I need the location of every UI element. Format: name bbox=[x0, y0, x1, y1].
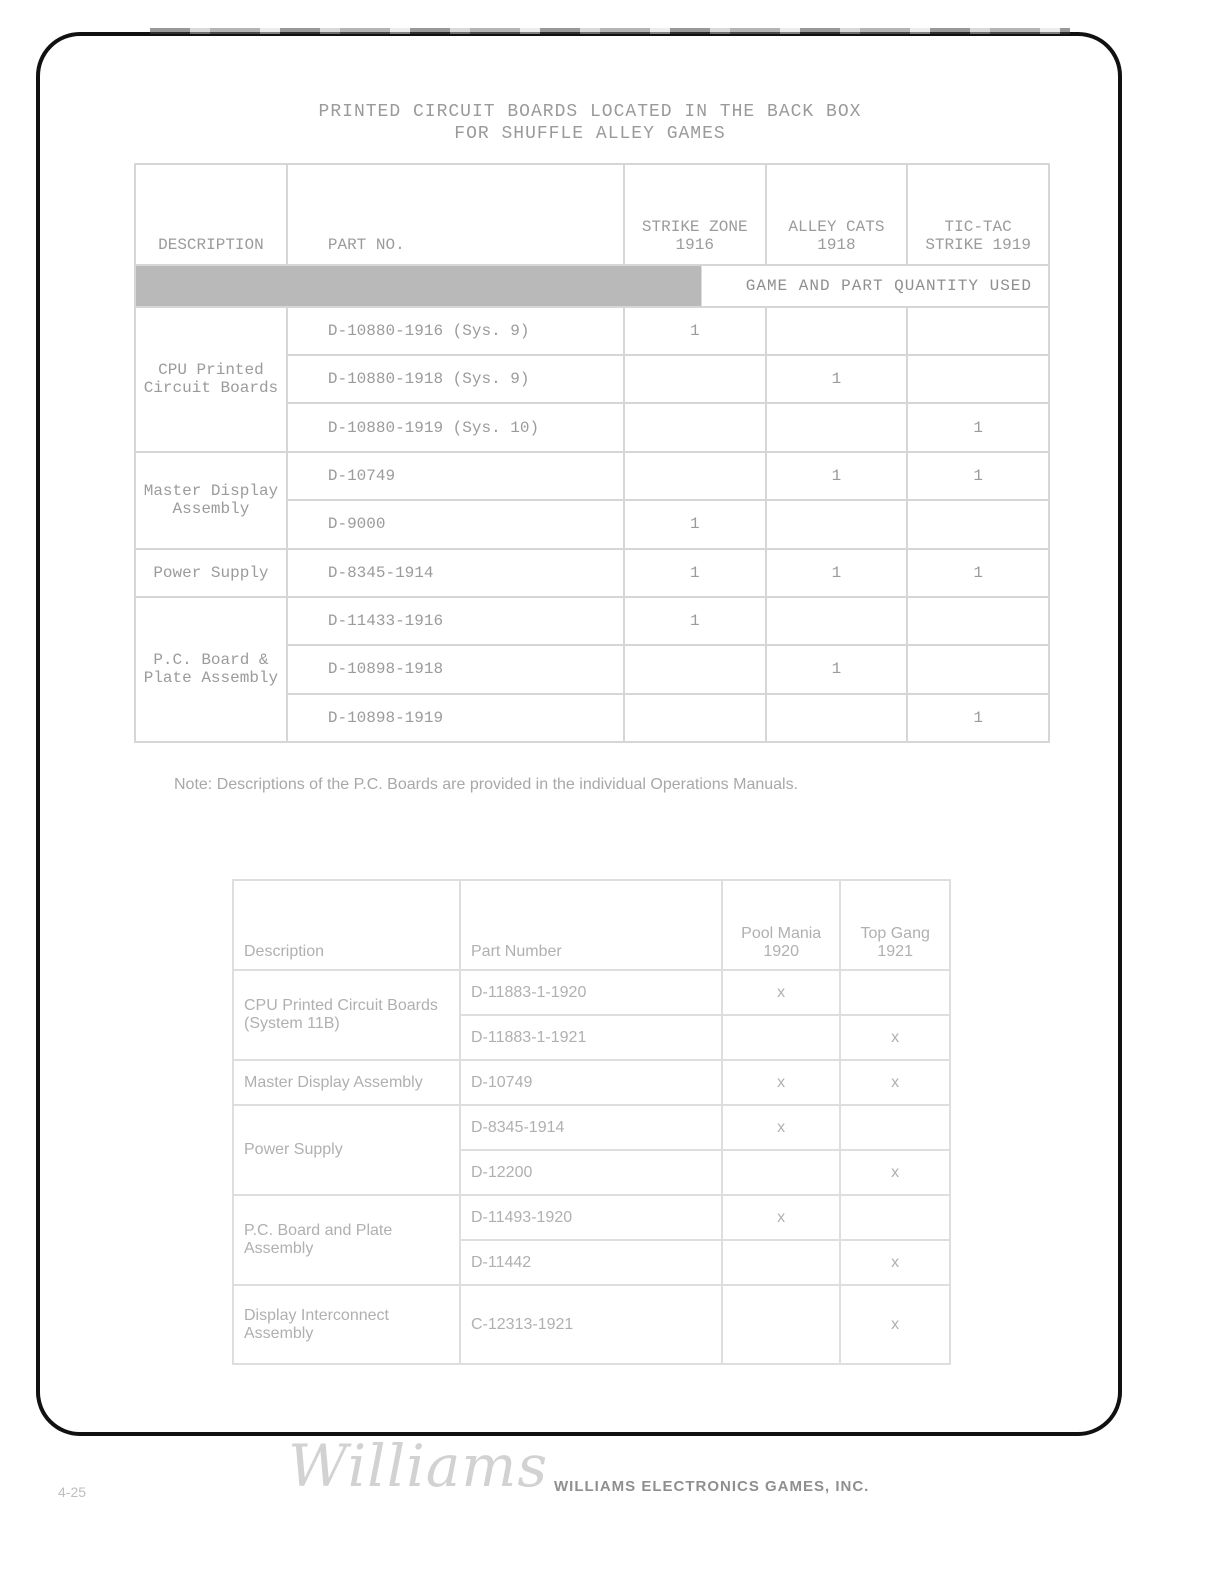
part-number-cell: D-11493-1920 bbox=[460, 1195, 722, 1240]
table-row bbox=[135, 307, 1049, 355]
page-number: 4-25 bbox=[58, 1484, 87, 1500]
scan-artifact bbox=[150, 28, 1070, 34]
quantity-cell bbox=[766, 403, 908, 451]
quantity-cell: 1 bbox=[624, 549, 766, 597]
quantity-cell: 1 bbox=[907, 549, 1049, 597]
quantity-cell: x bbox=[722, 1195, 840, 1240]
quantity-cell: x bbox=[840, 1285, 950, 1364]
quantity-cell: 1 bbox=[766, 452, 908, 500]
description-cell: Master Display Assembly bbox=[135, 452, 287, 549]
part-number-cell: D-8345-1914 bbox=[460, 1105, 722, 1150]
quantity-cell bbox=[907, 645, 1049, 693]
table-row bbox=[233, 1285, 950, 1364]
quantity-cell bbox=[624, 403, 766, 451]
part-number-cell: D-11433-1916 bbox=[287, 597, 624, 645]
quantity-cell bbox=[766, 500, 908, 548]
part-number-cell: D-10898-1918 bbox=[287, 645, 624, 693]
column-header: Pool Mania 1920 bbox=[722, 880, 840, 970]
column-header: ALLEY CATS 1918 bbox=[766, 164, 908, 265]
description-cell: Power Supply bbox=[135, 549, 287, 597]
table-row bbox=[135, 549, 1049, 597]
part-number-cell: D-10880-1919 (Sys. 10) bbox=[287, 403, 624, 451]
quantity-cell: 1 bbox=[766, 549, 908, 597]
description-cell: Master Display Assembly bbox=[233, 1060, 460, 1105]
quantity-cell: x bbox=[840, 1150, 950, 1195]
quantity-cell bbox=[907, 500, 1049, 548]
table-row bbox=[135, 452, 1049, 500]
table-header-row bbox=[135, 164, 1049, 265]
quantity-cell bbox=[624, 452, 766, 500]
column-header: DESCRIPTION bbox=[135, 164, 287, 265]
table-row bbox=[233, 1060, 950, 1105]
page-heading-line1: PRINTED CIRCUIT BOARDS LOCATED IN THE BACK BOX bbox=[318, 102, 862, 122]
quantity-cell: x bbox=[840, 1240, 950, 1285]
quantity-cell bbox=[907, 597, 1049, 645]
page-heading-line2: FOR SHUFFLE ALLEY GAMES bbox=[454, 124, 726, 144]
quantity-cell bbox=[840, 1195, 950, 1240]
quantity-cell bbox=[624, 645, 766, 693]
shuffle-alley-boards-table bbox=[134, 163, 1050, 743]
description-cell: Power Supply bbox=[233, 1105, 460, 1195]
part-number-cell: D-12200 bbox=[460, 1150, 722, 1195]
column-header: Top Gang 1921 bbox=[840, 880, 950, 970]
williams-logo: Williams bbox=[288, 1432, 549, 1500]
quantity-cell bbox=[766, 307, 908, 355]
quantity-cell bbox=[624, 694, 766, 742]
part-number-cell: D-10880-1918 (Sys. 9) bbox=[287, 355, 624, 403]
banner-row bbox=[135, 265, 1049, 307]
table-header-row bbox=[233, 880, 950, 970]
company-name: WILLIAMS ELECTRONICS GAMES, INC. bbox=[554, 1478, 870, 1495]
quantity-cell bbox=[766, 597, 908, 645]
column-header: Part Number bbox=[460, 880, 722, 970]
description-cell: Display Interconnect Assembly bbox=[233, 1285, 460, 1364]
description-cell: P.C. Board and Plate Assembly bbox=[233, 1195, 460, 1285]
quantity-cell: x bbox=[722, 1105, 840, 1150]
part-number-cell: D-11883-1-1921 bbox=[460, 1015, 722, 1060]
quantity-cell: 1 bbox=[766, 355, 908, 403]
column-header: Description bbox=[233, 880, 460, 970]
part-number-cell: D-11883-1-1920 bbox=[460, 970, 722, 1015]
quantity-cell bbox=[624, 355, 766, 403]
table-row bbox=[233, 1195, 950, 1240]
quantity-banner bbox=[135, 265, 1049, 307]
later-games-boards-table bbox=[232, 879, 951, 1365]
part-number-cell: D-11442 bbox=[460, 1240, 722, 1285]
quantity-cell: x bbox=[840, 1015, 950, 1060]
quantity-cell: 1 bbox=[624, 500, 766, 548]
column-header: TIC-TAC STRIKE 1919 bbox=[907, 164, 1049, 265]
description-cell: P.C. Board & Plate Assembly bbox=[135, 597, 287, 742]
column-header: PART NO. bbox=[287, 164, 624, 265]
part-number-cell: D-10749 bbox=[287, 452, 624, 500]
quantity-cell bbox=[907, 355, 1049, 403]
table-row bbox=[233, 970, 950, 1015]
part-number-cell: D-10880-1916 (Sys. 9) bbox=[287, 307, 624, 355]
quantity-cell: 1 bbox=[907, 452, 1049, 500]
quantity-cell: x bbox=[840, 1060, 950, 1105]
column-header: STRIKE ZONE 1916 bbox=[624, 164, 766, 265]
table-row bbox=[233, 1105, 950, 1150]
quantity-cell bbox=[722, 1285, 840, 1364]
quantity-cell: 1 bbox=[624, 597, 766, 645]
part-number-cell: D-10898-1919 bbox=[287, 694, 624, 742]
description-cell: CPU Printed Circuit Boards bbox=[135, 307, 287, 452]
quantity-cell: 1 bbox=[907, 694, 1049, 742]
part-number-cell: D-8345-1914 bbox=[287, 549, 624, 597]
quantity-cell: 1 bbox=[907, 403, 1049, 451]
part-number-cell: D-9000 bbox=[287, 500, 624, 548]
note-text: Note: Descriptions of the P.C. Boards are provided in the individual Operations Manuals. bbox=[174, 776, 799, 793]
quantity-cell: 1 bbox=[766, 645, 908, 693]
quantity-cell bbox=[722, 1150, 840, 1195]
quantity-cell: x bbox=[722, 970, 840, 1015]
quantity-cell: x bbox=[722, 1060, 840, 1105]
quantity-cell bbox=[840, 1105, 950, 1150]
description-cell: CPU Printed Circuit Boards (System 11B) bbox=[233, 970, 460, 1060]
part-number-cell: C-12313-1921 bbox=[460, 1285, 722, 1364]
quantity-cell bbox=[840, 970, 950, 1015]
quantity-cell bbox=[722, 1015, 840, 1060]
quantity-cell: 1 bbox=[624, 307, 766, 355]
quantity-cell bbox=[766, 694, 908, 742]
quantity-banner-label: GAME AND PART QUANTITY USED bbox=[740, 277, 1038, 295]
quantity-cell bbox=[907, 307, 1049, 355]
part-number-cell: D-10749 bbox=[460, 1060, 722, 1105]
quantity-cell bbox=[722, 1240, 840, 1285]
table-row bbox=[135, 597, 1049, 645]
